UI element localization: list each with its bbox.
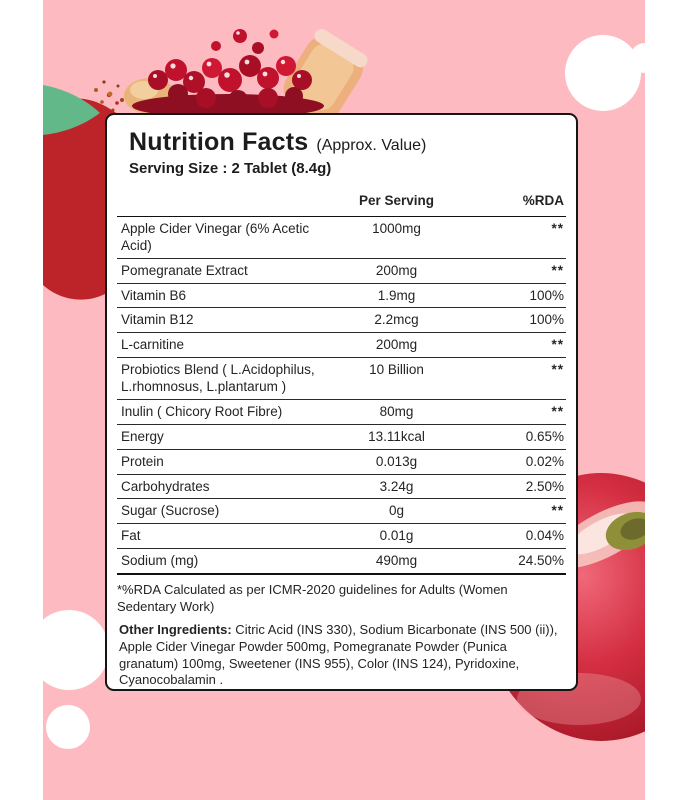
table-row [117, 333, 566, 358]
nutrient-name: Apple Cider Vinegar (6% Acetic Acid) [121, 220, 310, 253]
table-row [117, 425, 566, 450]
serving-size-text: Serving Size : 2 Tablet (8.4g) [129, 160, 332, 177]
table-row [117, 358, 566, 400]
nutrient-name: Vitamin B6 [121, 287, 187, 303]
other-ingredients-label: Other Ingredients: [119, 621, 232, 637]
nutrient-amount: 0.01g [379, 528, 414, 544]
table-row [117, 524, 566, 549]
nutrient-amount: 1.9mg [377, 287, 416, 303]
nutrient-rda: 100% [529, 287, 564, 303]
table-row [117, 259, 566, 284]
nutrient-name: Inulin ( Chicory Root Fibre) [121, 403, 283, 419]
nutrient-rda: ** [551, 403, 564, 419]
nutrient-name: Sugar (Sucrose) [121, 503, 220, 519]
nutrient-amount: 0g [388, 503, 405, 519]
nutrient-amount: 200mg [375, 337, 418, 353]
table-row [117, 450, 566, 475]
white-circle-bottom-left [43, 610, 109, 690]
white-circle-bottom-small [46, 705, 90, 749]
table-rows [117, 217, 566, 575]
rda-footnote: *%RDA Calculated as per ICMR-2020 guidelines for Adults (Women Sedentary Work) [117, 582, 508, 614]
nutrient-name: Energy [121, 428, 164, 444]
other-ingredients-text: Citric Acid (INS 330), Sodium Bicarbonate (INS 500 (ii)), Apple Cider Vinegar Powder 500mg, Pomegranate Powder (Punica granatum) 100mg, Sweetener (INS 955), Color (INS 124), Pyridoxine, Cyanocobalamin . [119, 621, 558, 688]
pomegranate-image [88, 22, 368, 120]
nutrient-amount: 3.24g [379, 478, 414, 494]
nutrient-amount: 200mg [375, 262, 418, 278]
nutrient-amount: 2.2mcg [374, 312, 419, 328]
page-title: Nutrition Facts [129, 128, 309, 156]
table-row [117, 284, 566, 309]
card-footer [107, 575, 576, 689]
nutrient-name: Probiotics Blend ( L.Acidophilus, L.rhomnosus, L.plantarum ) [121, 362, 315, 394]
nutrient-amount: 10 Billion [369, 362, 424, 378]
label-photo-area [43, 0, 645, 800]
nutrient-name: Pomegranate Extract [121, 262, 248, 278]
card-header [107, 115, 576, 177]
other-ingredients [119, 622, 564, 690]
nutrient-amount: 80mg [379, 403, 414, 419]
table-row [117, 499, 566, 524]
nutrient-rda: 0.65% [525, 428, 564, 444]
nutrient-amount: 13.11kcal [368, 428, 425, 444]
nutrition-facts-card [105, 113, 578, 691]
nutrient-name: L-carnitine [121, 337, 185, 353]
title-approx-note: (Approx. Value) [316, 137, 427, 154]
header-per-serving: Per Serving [358, 193, 435, 208]
nutrient-name: Fat [121, 528, 141, 544]
nutrient-rda: ** [551, 220, 564, 236]
nutrient-name: Sodium (mg) [121, 553, 199, 569]
nutrient-rda: ** [551, 503, 564, 519]
nutrient-rda: 0.04% [525, 528, 564, 544]
nutrient-amount: 0.013g [375, 453, 418, 469]
nutrient-rda: 24.50% [518, 553, 564, 569]
table-row [117, 549, 566, 575]
nutrient-name: Vitamin B12 [121, 312, 194, 328]
nutrient-rda: 100% [529, 312, 564, 328]
nutrient-rda: ** [551, 337, 564, 353]
nutrient-rda: ** [551, 362, 564, 378]
nutrient-amount: 490mg [375, 553, 418, 569]
table-row [117, 217, 566, 259]
arils [148, 29, 312, 110]
nutrient-rda: 0.02% [525, 453, 564, 469]
table-row [117, 308, 566, 333]
table-header-row [117, 191, 566, 217]
white-circle-top [565, 35, 641, 111]
nutrient-amount: 1000mg [372, 220, 421, 236]
nutrient-name: Carbohydrates [121, 478, 210, 494]
nutrient-rda: 2.50% [525, 478, 564, 494]
nutrition-table [117, 191, 566, 575]
nutrient-name: Protein [121, 453, 164, 469]
table-row [117, 400, 566, 425]
header-rda: %RDA [522, 193, 564, 208]
nutrient-rda: ** [551, 262, 564, 278]
table-row [117, 475, 566, 500]
